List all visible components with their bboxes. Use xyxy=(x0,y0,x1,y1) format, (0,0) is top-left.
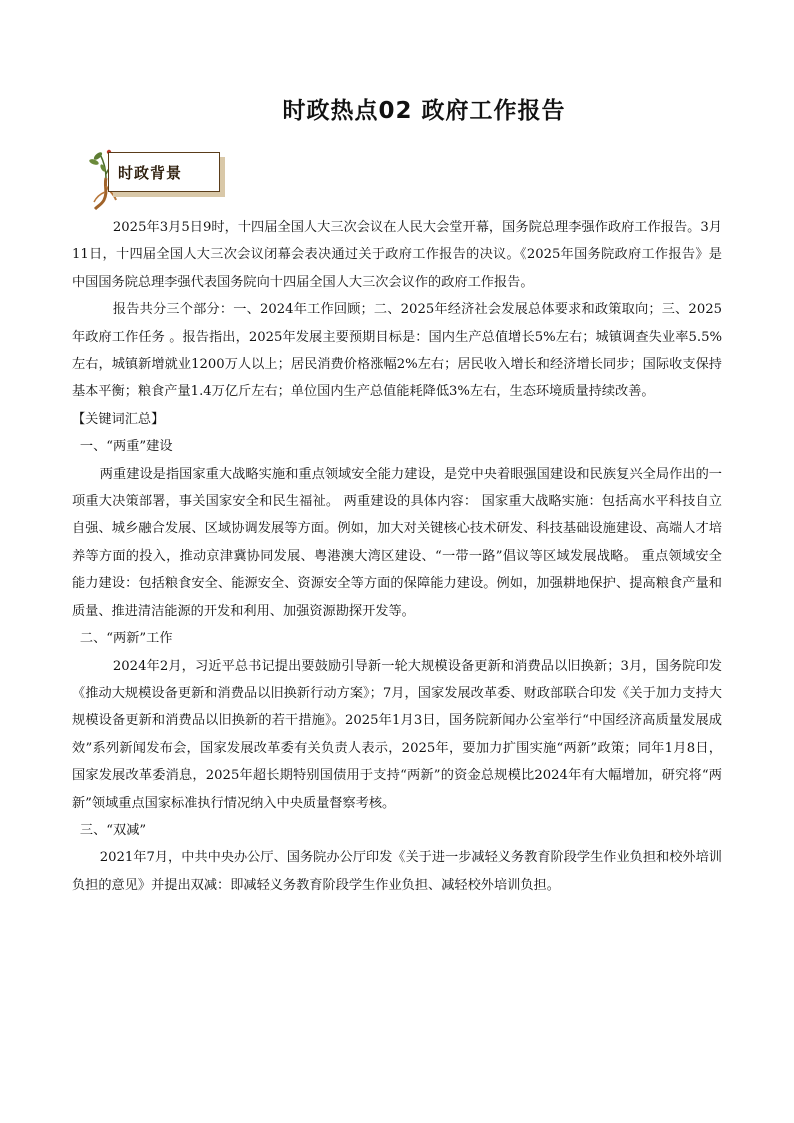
keywords-heading: 【关键词汇总】 xyxy=(72,411,165,427)
background-paragraph-1: 2025年3月5日9时，十四届全国人大三次会议在人民大会堂开幕，国务院总理李强作政府工作报告。3月11日，十四届全国人大三次会议闭幕会表决通过关于政府工作报告的决议。《2025年国务院政府工作报告》是中国国务院总理李强代表国务院向十四届全国人大三次会议作的政府工作报告。 xyxy=(72,220,722,290)
section-paragraph-3: 2021年7月，中共中央办公厅、国务院办公厅印发《关于进一步减轻义务教育阶段学生作业负担和校外培训负担的意见》并提出双减：即减轻义务教育阶段学生作业负担、减轻校外培训负担。 xyxy=(72,850,722,893)
page-title: 时政热点02 政府工作报告 xyxy=(282,98,566,124)
section-heading-3: 三、“双减” xyxy=(79,822,147,838)
section-badge xyxy=(86,148,226,206)
section-heading-2: 二、“两新”工作 xyxy=(79,631,173,647)
document-body xyxy=(72,214,722,899)
section-heading-1: 一、“两重”建设 xyxy=(79,439,173,455)
section-paragraph-2: 2024年2月，习近平总书记提出要鼓励引导新一轮大规模设备更新和消费品以旧换新；3月，国务院印发《推动大规模设备更新和消费品以旧换新行动方案》；7月，国家发展改革委、财政部联合印发《关于加力支持大规模设备更新和消费品以旧换新的若干措施》。2025年1月3日，国务院新闻办公室举行“中国经济高质量发展成效”系列新闻发布会，国家发展改革委有关负责人表示，2025年，要加力扩围实施“两新”政策；同年1月8日，国家发展改革委消息，2025年超长期特别国债用于支持“两新”的资金总规模比2024年有大幅增加，研究将“两新”领域重点国家标准执行情况纳入中央质量督察考核。 xyxy=(72,658,722,811)
background-paragraph-2: 报告共分三个部分：一、2024年工作回顾；二、2025年经济社会发展总体要求和政策取向；三、2025年政府工作任务 。报告指出，2025年发展主要预期目标是：国内生产总值增长5%左右；城镇调查失业率5.5%左右，城镇新增就业1200万人以上；居民消费价格涨幅2%左右；居民收入增长和经济增长同步；国际收支保持基本平衡；粮食产量1.4万亿斤左右；单位国内生产总值能耗降低3%左右，生态环境质量持续改善。 xyxy=(72,302,722,400)
section-paragraph-1: 两重建设是指国家重大战略实施和重点领域安全能力建设，是党中央着眼强国建设和民族复兴全局作出的一项重大决策部署，事关国家安全和民生福祉。 两重建设的具体内容： 国家重大战略实施：包括高水平科技自立自强、城乡融合发展、区域协调发展等方面。例如，加大对关键核心技术研发、科技基础设施建设、高端人才培养等方面的投入，推动京津冀协同发展、粤港澳大湾区建设、“一带一路”倡议等区域发展战略。 重点领域安全能力建设：包括粮食安全、能源安全、资源安全等方面的保障能力建设。例如，加强耕地保护、提高粮食产量和质量、推进清洁能源的开发和利用、加强资源勘探开发等。 xyxy=(72,466,722,619)
badge-label: 时政背景 xyxy=(118,164,183,182)
